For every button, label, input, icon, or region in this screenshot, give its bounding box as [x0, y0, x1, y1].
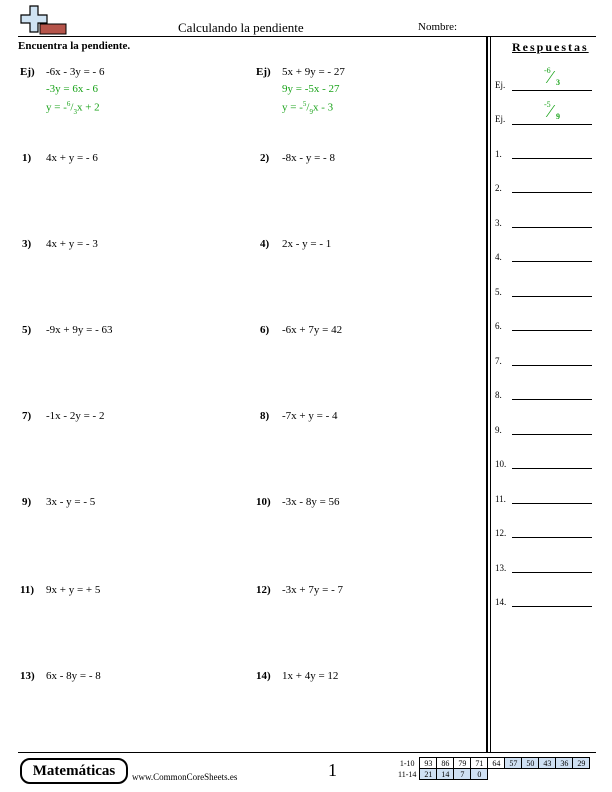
problem-label: 5): [22, 324, 32, 336]
answer-line[interactable]: [512, 434, 592, 435]
answer-line[interactable]: [512, 572, 592, 573]
fraction-slash: ⁄: [549, 101, 553, 121]
answer-label: 2.: [495, 183, 502, 193]
site-url: www.CommonCoreSheets.es: [132, 772, 238, 782]
answer-line[interactable]: [512, 468, 592, 469]
problem-label: 14): [256, 670, 271, 682]
problem-label: 13): [20, 670, 35, 682]
name-label: Nombre:: [418, 21, 458, 33]
score-key-cell: 71: [471, 758, 488, 769]
answer-line[interactable]: [512, 503, 592, 504]
score-key-cell: 86: [437, 758, 454, 769]
score-key-cell: 29: [573, 758, 590, 769]
problem-equation: 4x + y = - 6: [46, 152, 98, 164]
example-fraction-den: 9: [309, 107, 313, 116]
score-key-cell: 57: [505, 758, 522, 769]
answer-column-divider: [486, 36, 488, 752]
problem-label: 4): [260, 238, 270, 250]
example-fraction-num: 6: [66, 100, 71, 108]
problem-equation: 9x + y = + 5: [46, 584, 101, 596]
answer-label: 5.: [495, 287, 502, 297]
example-step: 9y = -5x - 27: [282, 83, 340, 95]
problem-equation: -7x + y = - 4: [282, 410, 338, 422]
problem-equation: 3x - y = - 5: [46, 496, 96, 508]
problem-label: 3): [22, 238, 32, 250]
example-equation: 5x + 9y = - 27: [282, 66, 345, 78]
example-step: $y = -^6/_3x + 2$: [46, 100, 100, 116]
problem-label: 12): [256, 584, 271, 596]
page-title: Calculando la pendiente: [178, 20, 304, 35]
example-fraction-num: 5: [302, 100, 307, 108]
answer-numerator: -6: [544, 66, 551, 75]
problem-equation: 4x + y = - 3: [46, 238, 98, 250]
answer-line[interactable]: [512, 606, 592, 607]
score-key-cell: 21: [420, 769, 437, 780]
answer-label: 9.: [495, 425, 502, 435]
problem-label: 8): [260, 410, 270, 422]
logo-icon: [18, 4, 68, 36]
score-key-cell: 7: [454, 769, 471, 780]
answer-label: 14.: [495, 597, 507, 607]
footer-divider: [18, 752, 596, 753]
answer-line[interactable]: [512, 296, 592, 297]
answer-line[interactable]: [512, 261, 592, 262]
problem-equation: -8x - y = - 8: [282, 152, 335, 164]
instructions: Encuentra la pendiente.: [18, 40, 131, 52]
answer-line[interactable]: [512, 192, 592, 193]
answer-label: 12.: [495, 528, 507, 538]
brand-badge: Matemáticas: [20, 758, 128, 784]
answer-line[interactable]: [512, 158, 592, 159]
answer-label: Ej.: [495, 114, 506, 124]
problem-label: 6): [260, 324, 270, 336]
answer-label: 7.: [495, 356, 502, 366]
problem-label: 11): [20, 584, 35, 596]
answer-label: Ej.: [495, 80, 506, 90]
answer-line[interactable]: [512, 227, 592, 228]
problem-equation: -6x + 7y = 42: [282, 324, 343, 336]
problem-label: 9): [22, 496, 32, 508]
answer-label: 13.: [495, 563, 507, 573]
problem-label: 7): [22, 410, 32, 422]
answer-label: 10.: [495, 459, 507, 469]
answer-label: 4.: [495, 252, 502, 262]
score-key-cell: 43: [539, 758, 556, 769]
answer-line[interactable]: [512, 365, 592, 366]
score-key-row-label: 11-14: [398, 769, 417, 779]
score-key-table: [396, 757, 590, 780]
answer-numerator: -5: [544, 100, 551, 109]
problem-equation: 6x - 8y = - 8: [46, 670, 101, 682]
score-key-cell: 50: [522, 758, 539, 769]
answer-denominator: 3: [556, 78, 560, 87]
problem-equation: 1x + 4y = 12: [282, 670, 339, 682]
score-key-row-label: 1-10: [399, 758, 415, 768]
answer-line: [512, 124, 592, 125]
example-label: Ej): [256, 66, 271, 78]
problem-label: 2): [260, 152, 270, 164]
example-step-prefix: y = -: [46, 101, 67, 114]
page-number: 1: [328, 760, 337, 780]
answer-label: 6.: [495, 321, 502, 331]
problem-equation: -3x - 8y = 56: [282, 496, 340, 508]
score-key-cell: 93: [420, 758, 437, 769]
answer-line[interactable]: [512, 330, 592, 331]
answer-denominator: 9: [556, 112, 560, 121]
answer-label: 1.: [495, 149, 502, 159]
score-key-cell: 79: [454, 758, 471, 769]
example-step-suffix: x - 3: [312, 101, 334, 114]
answers-title: Respuestas: [512, 40, 589, 54]
header-divider: [18, 36, 596, 37]
answer-label: 3.: [495, 218, 502, 228]
example-step-suffix: x + 2: [76, 101, 100, 114]
answer-line[interactable]: [512, 537, 592, 538]
problem-equation: -9x + 9y = - 63: [46, 324, 113, 336]
example-fraction-den: 3: [73, 107, 77, 116]
example-label: Ej): [20, 66, 35, 78]
score-key-cell: 0: [471, 769, 488, 780]
score-key-cell: 64: [488, 758, 505, 769]
example-step: -3y = 6x - 6: [46, 83, 99, 95]
problem-equation: -3x + 7y = - 7: [282, 584, 343, 596]
answer-column-divider-inner: [490, 36, 491, 752]
fraction-slash: ⁄: [549, 67, 553, 87]
problem-label: 1): [22, 152, 32, 164]
answer-line: [512, 90, 592, 91]
answer-line[interactable]: [512, 399, 592, 400]
example-equation: -6x - 3y = - 6: [46, 66, 105, 78]
problem-label: 10): [256, 496, 271, 508]
answer-label: 8.: [495, 390, 502, 400]
score-key-cell: 14: [437, 769, 454, 780]
score-key-cell: 36: [556, 758, 573, 769]
problem-equation: 2x - y = - 1: [282, 238, 332, 250]
example-step: $y = -^5/_9x - 3$: [282, 100, 334, 116]
problem-equation: -1x - 2y = - 2: [46, 410, 105, 422]
answer-label: 11.: [495, 494, 506, 504]
example-step-prefix: y = -: [282, 101, 303, 114]
